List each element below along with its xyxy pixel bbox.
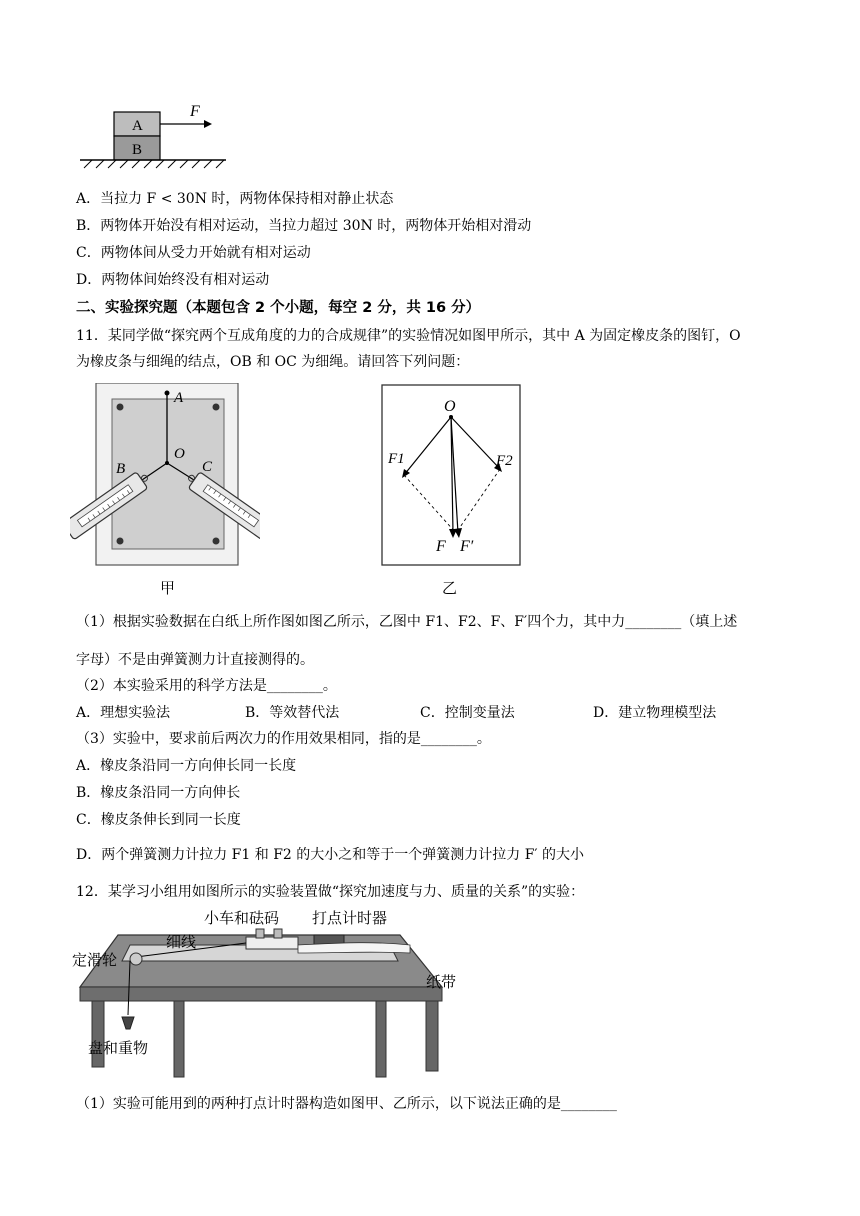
- figure-yi-drawing: [380, 383, 530, 603]
- yi-label-f1: F1: [388, 451, 405, 467]
- q11-p3-option-b: B．橡皮条沿同一方向伸长: [76, 785, 241, 801]
- yi-label-f2: F2: [496, 453, 513, 469]
- q12-apparatus-drawing: [70, 905, 470, 1085]
- section-heading: 二、实验探究题（本题包含 2 个小题，每空 2 分，共 16 分）: [76, 300, 481, 316]
- q11-p2-option-b: B．等效替代法: [245, 705, 340, 721]
- label-pulley: 定滑轮: [72, 951, 118, 969]
- q10-option-b: B．两物体开始没有相对运动，当拉力超过 30N 时，两物体开始相对滑动: [76, 218, 532, 234]
- q11-p3: （3）实验中，要求前后两次力的作用效果相同，指的是________。: [76, 731, 491, 747]
- jia-label-o: O: [174, 446, 185, 462]
- q10-option-c: C．两物体间从受力开始就有相对运动: [76, 245, 311, 261]
- label-timer: 打点计时器: [312, 909, 388, 927]
- label-cart: 小车和砝码: [204, 909, 280, 927]
- q11-p1-line2: 字母）不是由弹簧测力计直接测得的。: [76, 652, 314, 668]
- q11-p3-option-c: C．橡皮条伸长到同一长度: [76, 812, 241, 828]
- label-string: 细线: [166, 933, 197, 951]
- yi-caption: 乙: [442, 579, 458, 597]
- q11-stem-line2: 为橡皮条与细绳的结点，OB 和 OC 为细绳。请回答下列问题：: [76, 354, 470, 370]
- block-figure: [76, 98, 236, 170]
- q11-p1-line1: （1）根据实验数据在白纸上所作图如图乙所示，乙图中 F1、F2、F、F′四个力，其中力________（填上述: [76, 614, 738, 630]
- jia-label-a: A: [174, 390, 184, 406]
- yi-label-fprime: F′: [460, 538, 474, 555]
- q12-stem: 12．某学习小组用如图所示的实验装置做“探究加速度与力、质量的关系”的实验：: [76, 884, 585, 900]
- figure-jia-drawing: [70, 383, 260, 603]
- label-a: A: [132, 118, 143, 134]
- jia-label-c: C: [202, 459, 213, 475]
- yi-label-o: O: [444, 398, 456, 415]
- figure-yi: [380, 383, 530, 603]
- label-weight: 盘和重物: [88, 1039, 149, 1057]
- block-diagram: [76, 98, 236, 170]
- figure-jia: [70, 383, 260, 603]
- label-tape: 纸带: [426, 973, 457, 991]
- q12-p1: （1）实验可能用到的两种打点计时器构造如图甲、乙所示，以下说法正确的是________: [76, 1096, 617, 1112]
- q12-apparatus-figure: [70, 905, 470, 1085]
- label-f: F: [190, 103, 200, 120]
- q11-p3-option-a: A．橡皮条沿同一方向伸长同一长度: [76, 758, 297, 774]
- q11-p2-option-c: C．控制变量法: [420, 705, 515, 721]
- q11-stem-line1: 11．某同学做“探究两个互成角度的力的合成规律”的实验情况如图甲所示，其中 A 为固定橡皮条的图钉，O: [76, 328, 741, 344]
- q11-p2: （2）本实验采用的科学方法是________。: [76, 678, 337, 694]
- jia-label-b: B: [116, 461, 126, 477]
- q11-p2-option-a: A．理想实验法: [76, 705, 171, 721]
- q11-p3-option-d: D．两个弹簧测力计拉力 F1 和 F2 的大小之和等于一个弹簧测力计拉力 F′ 的大小: [76, 847, 585, 863]
- q11-p2-option-d: D．建立物理模型法: [593, 705, 717, 721]
- label-b: B: [132, 142, 143, 158]
- jia-caption: 甲: [160, 579, 176, 597]
- q10-option-a: A．当拉力 F < 30N 时，两物体保持相对静止状态: [76, 191, 394, 207]
- q10-option-d: D．两物体间始终没有相对运动: [76, 272, 270, 288]
- yi-label-f: F: [436, 538, 446, 555]
